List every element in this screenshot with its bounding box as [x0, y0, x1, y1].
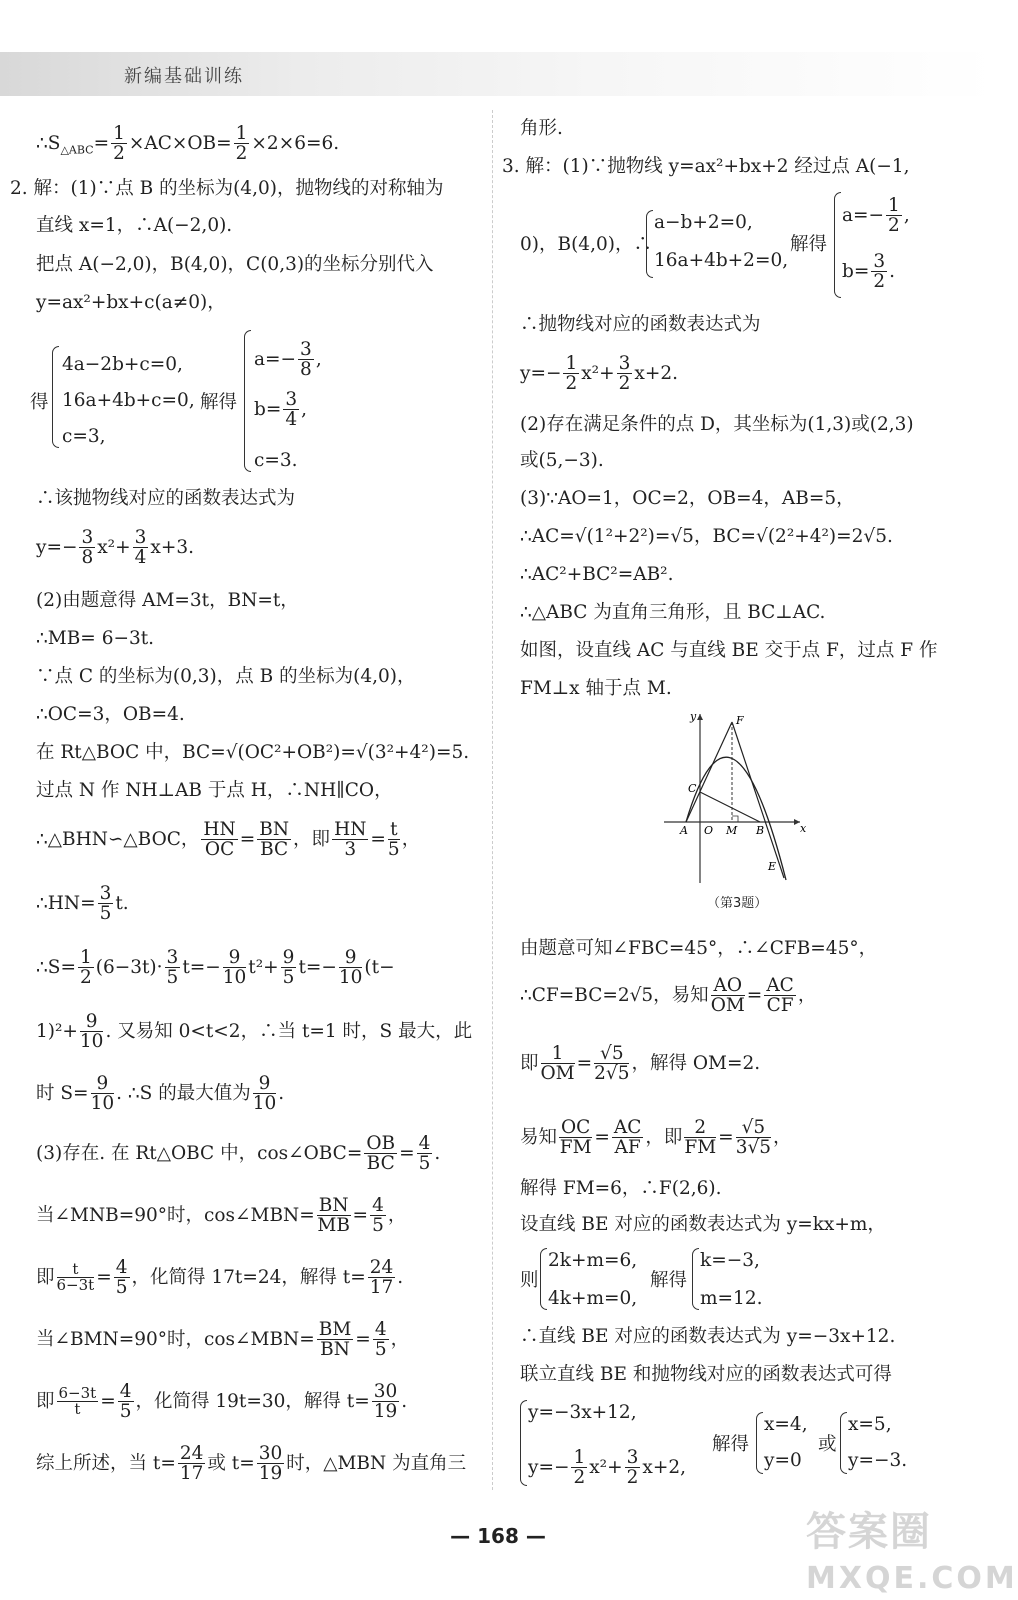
text-line: 或(5,−3).	[520, 450, 604, 471]
page-number: — 168 —	[450, 1524, 546, 1548]
text-or: 或	[818, 1434, 837, 1455]
watermark: 答案圈 MXQE.COM	[806, 1509, 1018, 1596]
brace	[692, 1248, 699, 1310]
label-o: O	[704, 824, 714, 837]
case-bmn-line: 当∠BMN=90°时，cos∠MBN= $\frac{BM}{BN}$ = $\frac{4}{5}$ ，	[36, 1319, 410, 1361]
text-line: (3)∵AO=1，OC=2，OB=4，AB=5，	[520, 488, 855, 509]
equation: 2k+m=6,	[548, 1250, 638, 1271]
cf-line: ∴CF=BC=2√5，易知 $\frac{AO}{OM}$ = $\frac{AC}{CF}$ ，	[520, 975, 817, 1017]
equation: 4k+m=0,	[548, 1288, 638, 1309]
text-line: FM⊥x 轴于点 M.	[520, 678, 672, 699]
solution-b: b= $\frac{3}{4}$ ,	[254, 389, 308, 431]
equation: y=− $\frac{1}{2}$ x²+ $\frac{3}{2}$ x+2,	[528, 1447, 686, 1489]
brace	[840, 1412, 847, 1474]
solution-c: c=3.	[254, 450, 298, 471]
brace	[520, 1400, 527, 1486]
text-line: ∴该抛物线对应的函数表达式为	[36, 488, 296, 509]
problem-3-line: 3. 解：(1)∵抛物线 y=ax²+bx+2 经过点 A(−1,	[502, 156, 910, 177]
equation: 4a−2b+c=0,	[62, 354, 183, 375]
equation: 16a+4b+2=0,	[654, 250, 789, 271]
text-line: ∴抛物线对应的函数表达式为	[520, 314, 761, 335]
text-line: 如图，设直线 AC 与直线 BE 交于点 F，过点 F 作	[520, 640, 938, 661]
fm-ratio-line: 易知 $\frac{OC}{FM}$ = $\frac{AC}{AF}$ ，即 $\frac{2}{FM}$ = $\frac{√5}{3√5}$ ，	[520, 1117, 792, 1159]
solve-19t-line: 即 $\frac{6-3t}{t}$ = $\frac{4}{5}$ ，化简得 19t=30，解得 t= $\frac{30}{19}$ .	[36, 1381, 408, 1423]
text-line: 联立直线 BE 和抛物线对应的函数表达式可得	[520, 1364, 892, 1385]
brace	[756, 1412, 763, 1474]
s-max-line: 时 S= $\frac{9}{10}$ . ∴S 的最大值为 $\frac{9}{10}$ .	[36, 1073, 285, 1115]
line-be	[732, 722, 784, 878]
header-title: 新编基础训练	[124, 66, 244, 87]
equation: a−b+2=0,	[654, 212, 753, 233]
text-line: 解得 FM=6，∴F(2,6).	[520, 1178, 722, 1199]
problem-2-line: 2. 解：(1)∵点 B 的坐标为(4,0)，抛物线的对称轴为	[10, 178, 444, 199]
text-line: 在 Rt△BOC 中，BC=√(OC²+OB²)=√(3²+4²)=5.	[36, 742, 470, 763]
text-line: 设直线 BE 对应的函数表达式为 y=kx+m，	[520, 1214, 886, 1235]
equation: y=−3x+12,	[528, 1402, 637, 1423]
text-line: ∴OC=3，OB=4.	[36, 704, 185, 725]
text-line: 过点 N 作 NH⊥AB 于点 H，∴NH∥CO，	[36, 780, 393, 801]
case-mnb-line: 当∠MNB=90°时，cos∠MBN= $\frac{BN}{MB}$ = $\frac{4}{5}$ ，	[36, 1195, 407, 1237]
text-line: 把点 A(−2,0)，B(4,0)，C(0,3)的坐标分别代入	[36, 254, 434, 275]
label-c: C	[688, 782, 697, 795]
fraction: $\frac{1}{2}$	[113, 123, 125, 165]
parabola-figure	[660, 708, 810, 888]
text-line: 由题意可知∠FBC=45°，∴∠CFB=45°，	[520, 938, 878, 959]
label-e: E	[768, 860, 777, 873]
s-expression-line-2: 1)²+ $\frac{9}{10}$ . 又易知 0<t<2，∴当 t=1 时，S 最大，此	[36, 1011, 473, 1053]
text-line: (2)由题意得 AM=3t，BN=t，	[36, 590, 299, 611]
hn-line: ∴HN= $\frac{3}{5}$ t.	[36, 883, 129, 925]
text-line: (2)存在满足条件的点 D，其坐标为(1,3)或(2,3)	[520, 414, 914, 435]
page-header	[0, 52, 996, 96]
solution: y=0	[764, 1450, 802, 1471]
s-expression-line: ∴S= $\frac{1}{2}$ (6−3t)· $\frac{3}{5}$ t=− $\frac{9}{10}$ t²+ $\frac{9}{5}$ t=− $\frac{9}{10}$ (t−	[36, 947, 395, 989]
solution: x=4,	[764, 1414, 808, 1435]
solution-a: a=− $\frac{3}{8}$ ,	[254, 339, 322, 381]
brace	[244, 330, 251, 472]
solution: y=−3.	[848, 1450, 908, 1471]
brace	[540, 1248, 547, 1310]
solution: m=12.	[700, 1288, 763, 1309]
function-expression: y=− $\frac{3}{8}$ x²+ $\frac{3}{4}$ x+3.	[36, 527, 194, 569]
similar-triangles-line: ∴△BHN∽△BOC， $\frac{HN}{OC}$ = $\frac{BN}{BC}$ ，即 $\frac{HN}{3}$ = $\frac{t}{5}$ ，	[36, 819, 421, 861]
text-de: 得	[30, 392, 49, 413]
brace	[52, 346, 59, 448]
solution-b: b= $\frac{3}{2}$ .	[842, 251, 896, 293]
text-line: ∴MB= 6−3t.	[36, 628, 155, 649]
text-line: ∴AC=√(1²+2²)=√5，BC=√(2²+4²)=2√5.	[520, 526, 893, 547]
label-a: A	[680, 824, 688, 837]
solution: k=−3,	[700, 1250, 760, 1271]
text-solve: 解得	[650, 1270, 688, 1291]
figure-caption: （第3题）	[707, 896, 768, 911]
text-line: ∵点 C 的坐标为(0,3)，点 B 的坐标为(4,0)，	[36, 666, 416, 687]
text-then: 则	[520, 1270, 539, 1291]
line-ac	[686, 722, 732, 822]
segment-cb	[700, 792, 760, 822]
text-line: ∴△ABC 为直角三角形，且 BC⊥AC.	[520, 602, 826, 623]
function-expression: y=− $\frac{1}{2}$ x²+ $\frac{3}{2}$ x+2.	[520, 353, 678, 395]
conclusion-line: 综上所述，当 t= $\frac{24}{17}$ 或 t= $\frac{30}{19}$ 时，△MBN 为直角三	[36, 1443, 467, 1485]
cos-obc-line: (3)存在. 在 Rt△OBC 中，cos∠OBC= $\frac{OB}{BC}$ = $\frac{4}{5}$ .	[36, 1133, 441, 1175]
solution: x=5,	[848, 1414, 892, 1435]
solution-a: a=− $\frac{1}{2}$ ,	[842, 195, 910, 237]
label-x: x	[800, 822, 807, 835]
label-f: F	[736, 714, 744, 727]
text-solve: 解得	[200, 392, 238, 413]
om-line: 即 $\frac{1}{OM}$ = $\frac{√5}{2√5}$ ，解得 OM=2.	[520, 1043, 761, 1085]
label-b: B	[756, 824, 765, 837]
text-line: ∴直线 BE 对应的函数表达式为 y=−3x+12.	[520, 1326, 896, 1347]
brace	[834, 192, 841, 298]
equation: c=3,	[62, 426, 106, 447]
label-m: M	[726, 824, 738, 837]
brace	[646, 210, 653, 278]
text-line: 直线 x=1，∴A(−2,0).	[36, 215, 233, 236]
line-area-abc: $\therefore S_{\triangle ABC}=$ $\frac{1}{2}$ ×AC×OB= $\frac{1}{2}$ ×2×6=6.	[36, 123, 340, 165]
column-divider	[492, 110, 493, 1490]
text-line: 角形.	[520, 118, 563, 139]
text-line: y=ax²+bx+c(a≠0)，	[36, 292, 226, 313]
label-y: y	[690, 710, 697, 723]
solve-17t-line: 即 $\frac{t}{6-3t}$ = $\frac{4}{5}$ ，化简得 17t=24，解得 t= $\frac{24}{17}$ .	[36, 1257, 404, 1299]
text-line: ∴AC²+BC²=AB².	[520, 564, 674, 585]
equation: 16a+4b+c=0,	[62, 390, 195, 411]
text-solve: 解得	[790, 234, 828, 255]
text-line: 0)，B(4,0)，∴	[520, 234, 652, 255]
text-solve: 解得	[712, 1434, 750, 1455]
